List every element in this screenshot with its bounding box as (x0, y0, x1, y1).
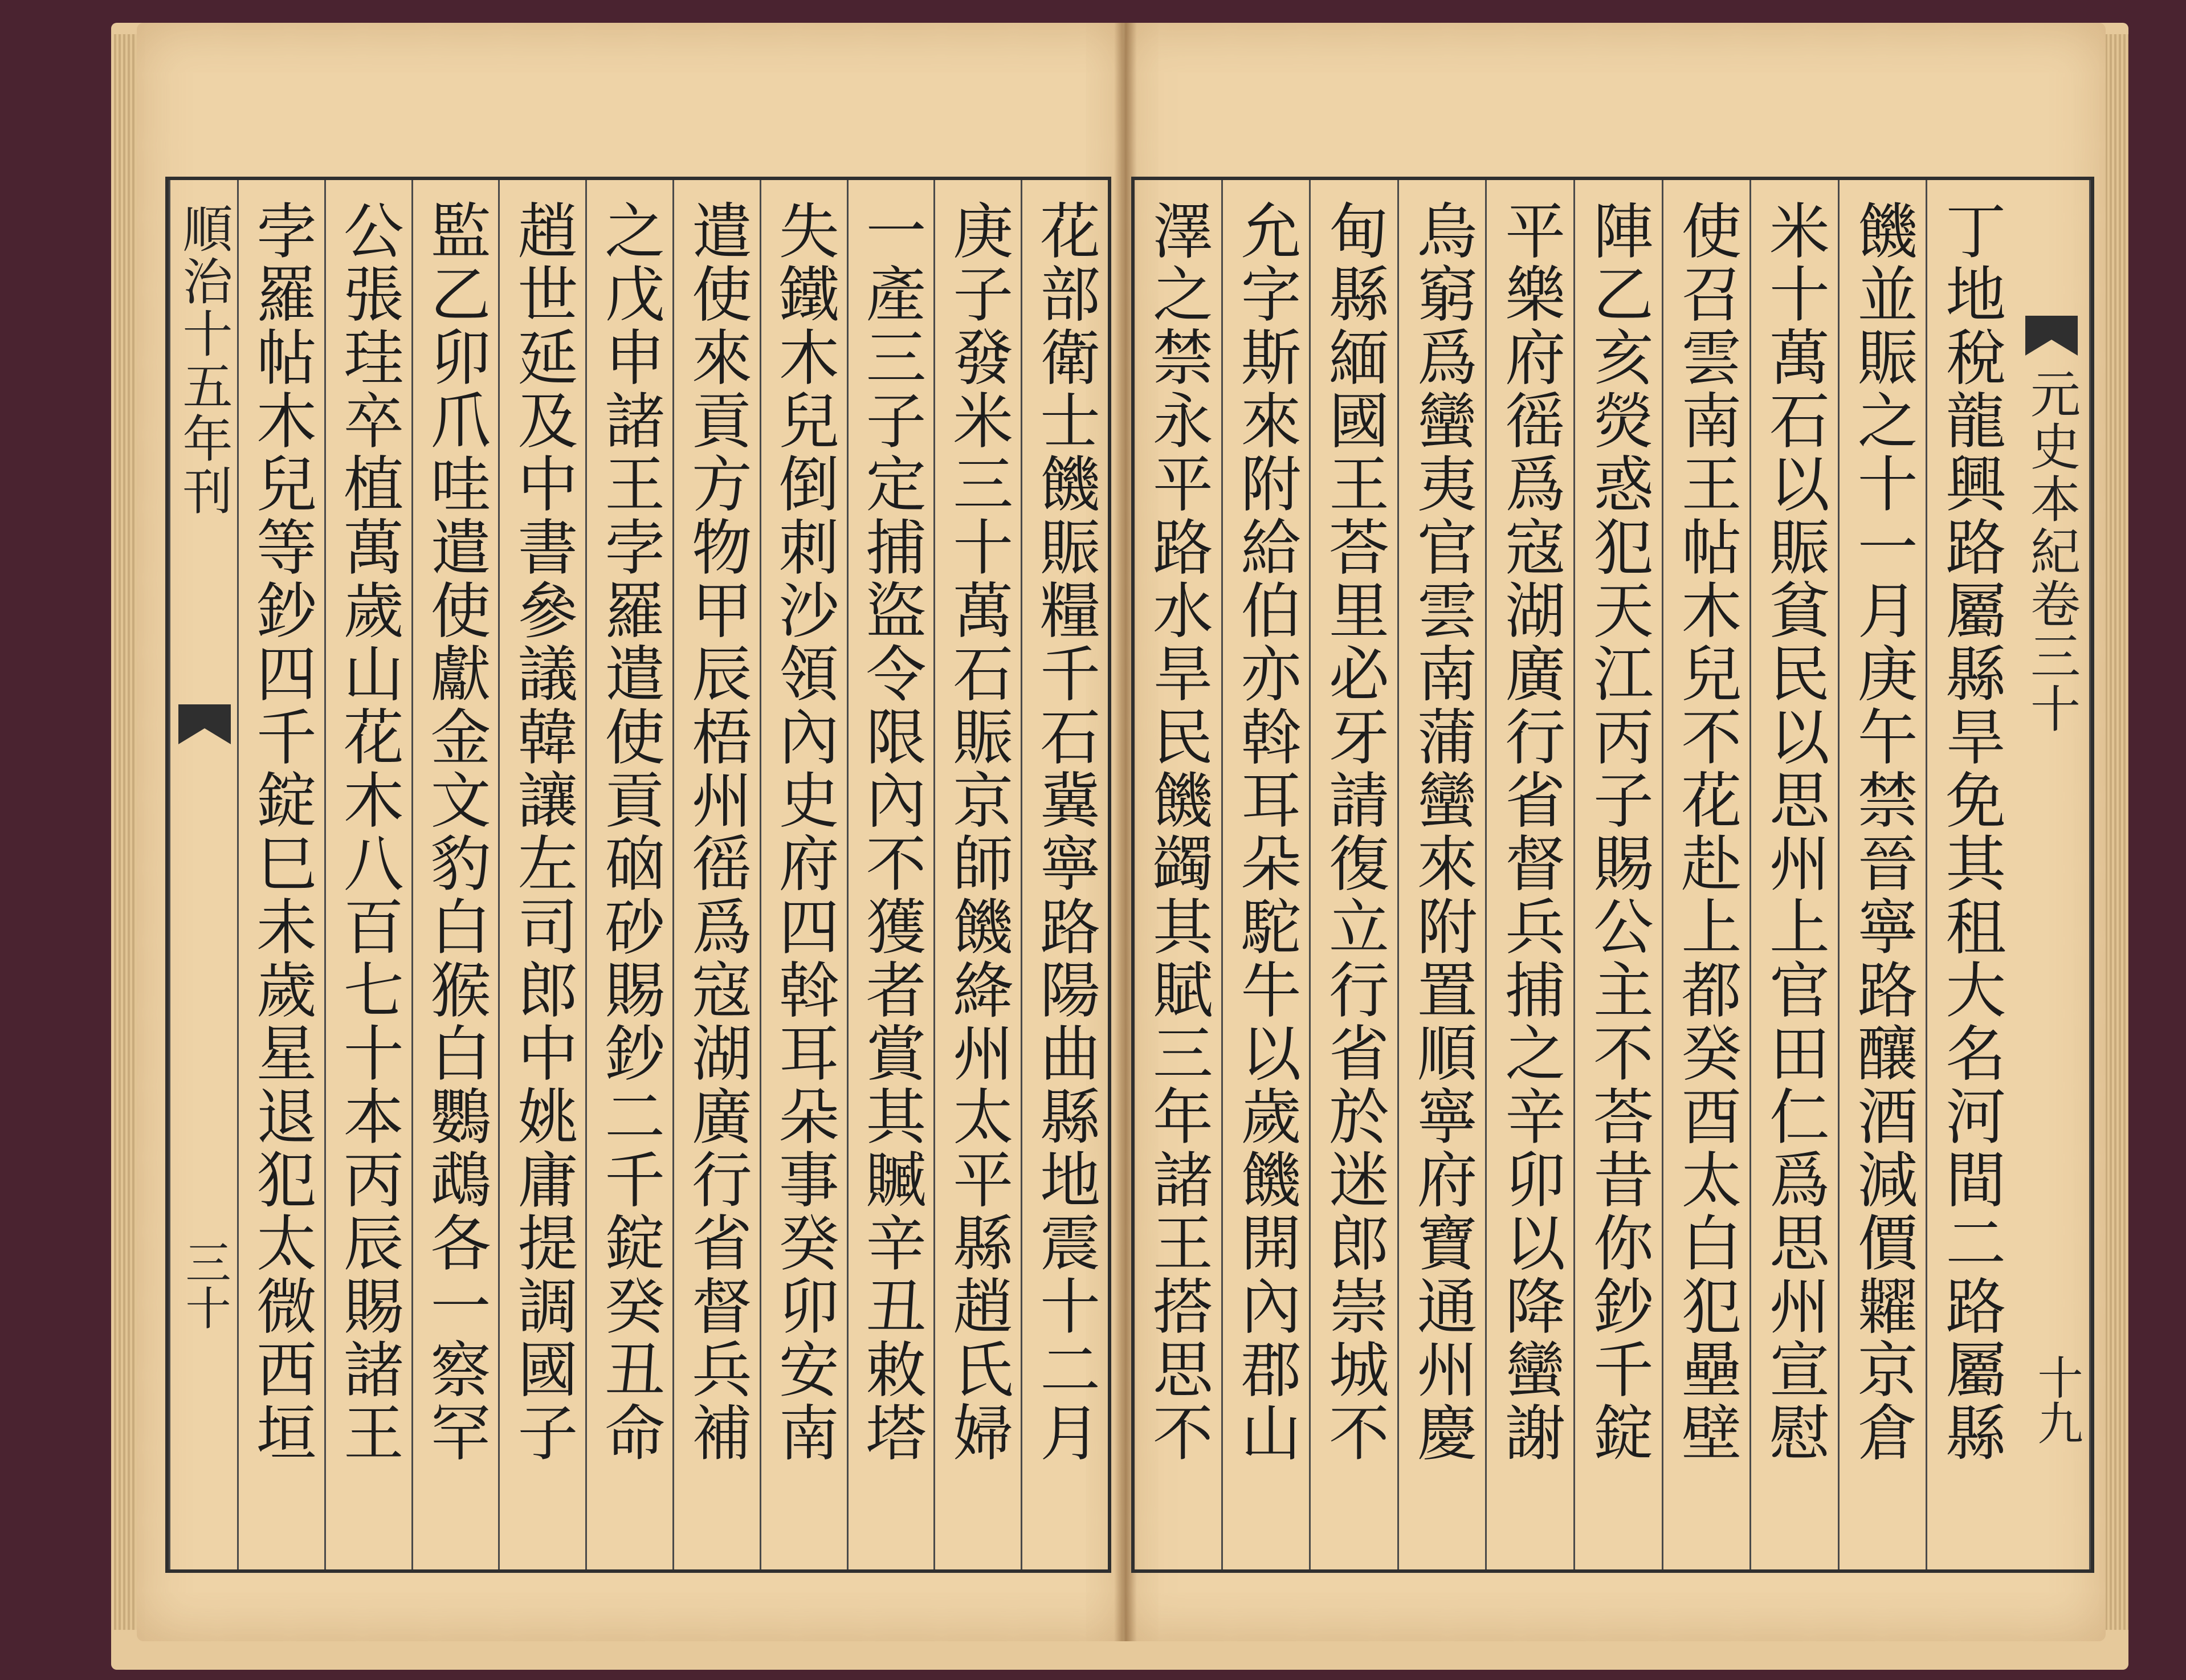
text-column (1309, 180, 1397, 1569)
page-folio: 三十 (178, 1239, 231, 1330)
volume-title: 元史本紀卷三十 (2022, 368, 2081, 735)
left-page-text-frame (165, 177, 1111, 1573)
text-column (1021, 180, 1108, 1569)
column-text: 允字斯來附給伯亦斡耳朵駝牛以歲饑開內郡山 (1231, 199, 1302, 1465)
column-text: 監乙卯爪哇遣使獻金文豹白猴白鸚鵡各一察罕 (421, 199, 491, 1465)
right-page-text-frame (1131, 177, 2094, 1573)
left-page-columns (169, 180, 1108, 1569)
text-column (1397, 180, 1486, 1569)
column-text: 饑並賑之十一月庚午禁晉寧路釀酒減價糶京倉 (1848, 199, 1918, 1465)
right-page-center-strip (2014, 180, 2091, 1569)
column-text: 米十萬石以賑貧民以思州上官田仁爲思州宣慰 (1760, 199, 1830, 1465)
text-column (933, 180, 1021, 1569)
text-column (1485, 180, 1573, 1569)
column-text: 平樂府徭爲寇湖廣行省督兵捕之辛卯以降蠻謝 (1495, 199, 1566, 1465)
fish-tail-mark (2025, 316, 2078, 356)
column-text: 烏窮爲蠻夷官雲南蒲蠻來附置順寧府寶通州慶 (1407, 199, 1478, 1465)
column-text: 一產三子定捕盜令限內不獲者賞其贓辛丑敕塔 (856, 199, 927, 1465)
text-column (585, 180, 672, 1569)
column-text: 陣乙亥熒惑犯天江丙子賜公主不荅昔你鈔千錠 (1583, 199, 1654, 1465)
text-column (847, 180, 934, 1569)
column-text: 遣使來貢方物甲辰梧州徭爲寇湖廣行省督兵補 (682, 199, 752, 1465)
right-page-columns (1135, 180, 2091, 1569)
left-page-center-strip (169, 180, 237, 1569)
text-column (1749, 180, 1838, 1569)
text-column (411, 180, 499, 1569)
edition-title: 順治十五年刊 (174, 203, 234, 517)
column-text: 庚子發米三十萬石賑京師饑絳州太平縣趙氏婦 (943, 199, 1014, 1465)
right-page-stack-edge (2103, 34, 2128, 1630)
column-text: 失鐵木兒倒刺沙領內史府四斡耳朵事癸卯安南 (769, 199, 839, 1465)
text-column (498, 180, 585, 1569)
text-column (1135, 180, 1221, 1569)
column-text: 趙世延及中書參議韓讓左司郎中姚庸提調國子 (508, 199, 578, 1465)
left-page-stack-edge (114, 34, 140, 1630)
column-text: 甸縣緬國王荅里必牙請復立行省於迷郎崇城不 (1319, 199, 1390, 1465)
text-column (672, 180, 760, 1569)
column-text: 使召雲南王帖木兒不花赴上都癸酉太白犯壘壁 (1671, 199, 1742, 1465)
text-column (324, 180, 411, 1569)
text-column (1662, 180, 1750, 1569)
text-column (1838, 180, 1926, 1569)
text-column (760, 180, 847, 1569)
column-text: 公張珪卒植萬歲山花木八百七十本丙辰賜諸王 (333, 199, 404, 1465)
column-text: 丁地稅龍興路屬縣旱免其租大名河間二路屬縣 (1936, 199, 2006, 1465)
page-folio: 十九 (2030, 1354, 2083, 1445)
column-text: 孛羅帖木兒等鈔四千錠巳未歲星退犯太微西垣 (246, 199, 317, 1465)
text-column (1573, 180, 1662, 1569)
column-text: 花部衛士饑賑糧千石冀寧路陽曲縣地震十二月 (1030, 199, 1101, 1465)
column-text: 澤之禁永平路水旱民饑蠲其賦三年諸王搭思不 (1143, 199, 1213, 1465)
text-column (1221, 180, 1310, 1569)
text-column (1926, 180, 2014, 1569)
text-column (237, 180, 324, 1569)
column-text: 之戊申諸王孛羅遣使貢硇砂賜鈔二千錠癸丑命 (595, 199, 666, 1465)
